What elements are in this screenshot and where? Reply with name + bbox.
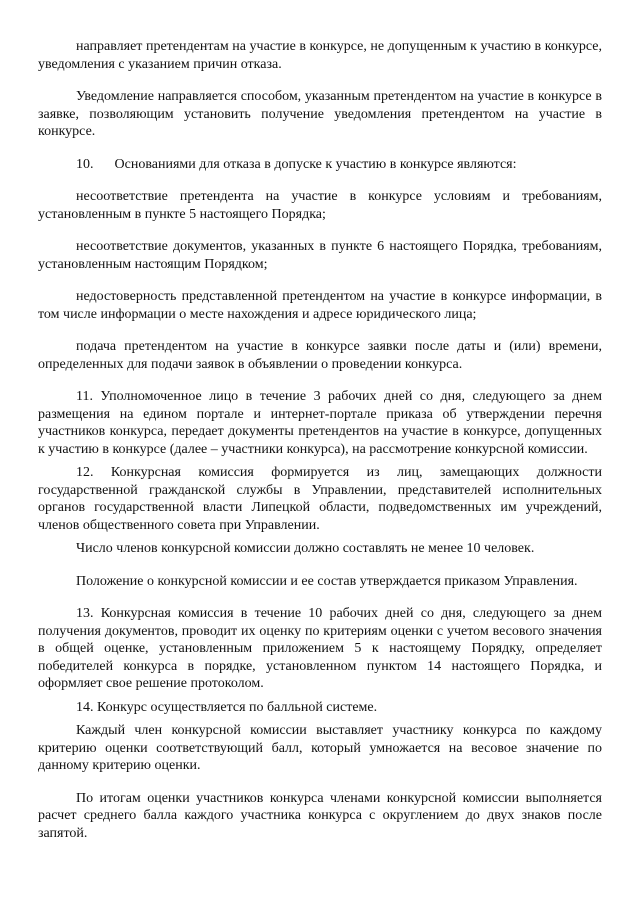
paragraph-scoring-rule: Каждый член конкурсной комиссии выставляет участнику конкурса по каждому критерию оценки соответствующий балл, который умножается на весовое значение по данному критерию оценки. [38,723,602,773]
paragraph-item-12: 12. Конкурсная комиссия формируется из лиц, замещающих должности государственной гражданской службы в Управлении, представителей исполнительных органов государственной власти Липецкой области, подведомственных им учреждений, членов общественного совета при Управлении. [38,465,602,533]
paragraph-notification-method: Уведомление направляется способом, указанным претендентом на участие в конкурсе в заявке, позволяющим установить получение уведомления претендентом на участие в конкурсе. [38,89,602,139]
paragraph-reason-inaccuracy: недостоверность представленной претендентом на участие в конкурсе информации, в том числе информации о месте нахождения и адресе юридического лица; [38,289,602,322]
paragraph-item-11: 11. Уполномоченное лицо в течение 3 рабочих дней со дня, следующего за днем размещения на едином портале и интернет-портале приказа об утверждении перечня участников конкурса, передает документы претендентов на участие в конкурсе, допущенных к участию в конкурсе (далее – участники конкурса), на рассмотрение конкурсной комиссии. [38,389,602,457]
paragraph-item-14: 14. Конкурс осуществляется по балльной системе. [76,699,378,715]
paragraph-average-score: По итогам оценки участников конкурса членами конкурсной комиссии выполняется расчет среднего балла каждого участника конкурса с округлением до двух знаков после запятой. [38,790,602,841]
paragraph-reason-conditions: несоответствие претендента на участие в конкурсе условиям и требованиям, установленным в пункте 5 настоящего Порядка; [38,189,602,222]
paragraph-rejection-notice: направляет претендентам на участие в конкурсе, не допущенным к участию в конкурсе, уведомления с указанием причин отказа. [38,39,602,72]
paragraph-reason-late-submission: подача претендентом на участие в конкурсе заявки после даты и (или) времени, определенных для подачи заявок в объявлении о проведении конкурса. [38,339,602,372]
paragraph-commission-regulation: Положение о конкурсной комиссии и ее состав утверждается приказом Управления. [76,573,578,589]
paragraph-item-10-heading: 10. Основаниями для отказа в допуске к участию в конкурсе являются: [76,156,517,172]
paragraph-reason-documents: несоответствие документов, указанных в пункте 6 настоящего Порядка, требованиям, установленным настоящим Порядком; [38,239,602,272]
paragraph-item-13: 13. Конкурсная комиссия в течение 10 рабочих дней со дня, следующего за днем получения документов, проводит их оценку по критериям оценки с учетом весового значения в общей оценке, установленным приложением 5 к настоящему Порядку, определяет победителей конкурса в порядке, установленном пунктом 14 настоящего Порядка, и оформляет свое решение протоколом. [38,606,602,691]
paragraph-commission-size: Число членов конкурсной комиссии должно составлять не менее 10 человек. [76,541,535,556]
